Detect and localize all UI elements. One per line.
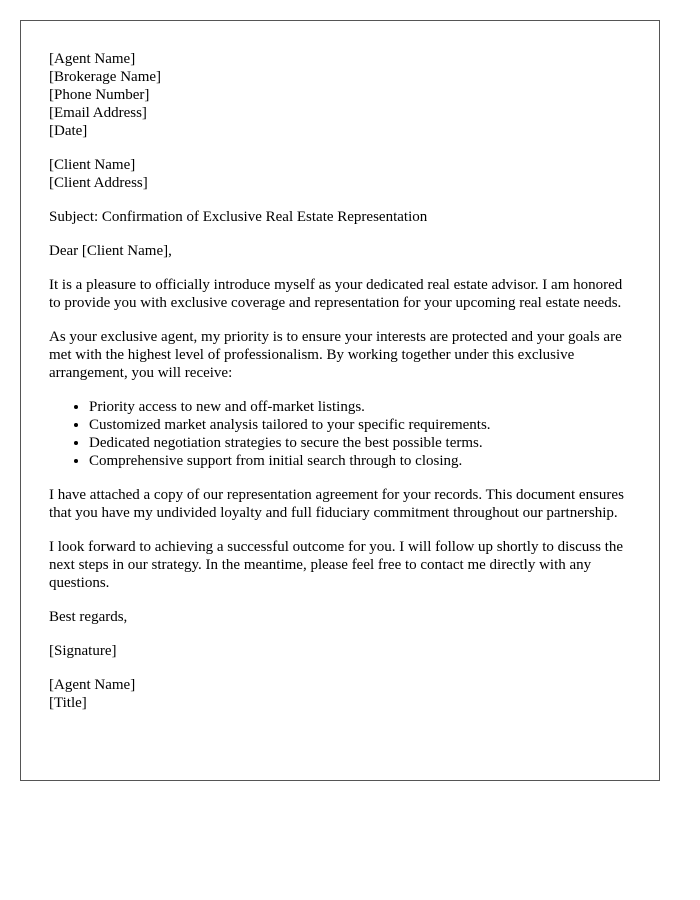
sender-brokerage-name: [Brokerage Name] [49,69,162,85]
recipient-client-address: [Client Address] [49,175,148,191]
signoff-title: [Title] [49,695,87,711]
signoff-agent-name: [Agent Name] [49,677,136,693]
recipient-block [49,156,631,192]
subject-line: Subject: Confirmation of Exclusive Real Estate Representation [49,209,428,225]
signoff-block [49,676,631,712]
sender-agent-name: [Agent Name] [49,51,136,67]
benefit-item: • Priority access to new and off-market listings. [89,398,631,416]
closing-line: Best regards, [49,609,128,625]
intro-paragraph: It is a pleasure to officially introduce myself as your dedicated real estate advisor. I am honored to provide you with exclusive coverage and representation for your upcoming real estate needs. [49,277,623,311]
benefit-item: • Dedicated negotiation strategies to secure the best possible terms. [89,434,631,452]
letter-date: [Date] [49,123,88,139]
signature-placeholder: [Signature] [49,643,117,659]
benefits-list [49,398,631,470]
benefit-item: • Customized market analysis tailored to your specific requirements. [89,416,631,434]
benefit-item: • Comprehensive support from initial search through to closing. [89,452,631,470]
agreement-paragraph: I have attached a copy of our representation agreement for your records. This document ensures that you have my undivided loyalty and full fiduciary commitment throughout our partnership. [49,487,624,521]
priority-paragraph: As your exclusive agent, my priority is to ensure your interests are protected and your goals are met with the highest level of professionalism. By working together under this exclusive arrangement, you will receive: [49,329,622,381]
followup-paragraph: I look forward to achieving a successful outcome for you. I will follow up shortly to discuss the next steps in our strategy. In the meantime, please feel free to contact me directly with any questions. [49,539,624,591]
sender-phone-number: [Phone Number] [49,87,150,103]
sender-block [49,50,631,140]
letter-page [20,20,660,781]
sender-email-address: [Email Address] [49,105,147,121]
salutation: Dear [Client Name], [49,243,172,259]
recipient-client-name: [Client Name] [49,157,136,173]
